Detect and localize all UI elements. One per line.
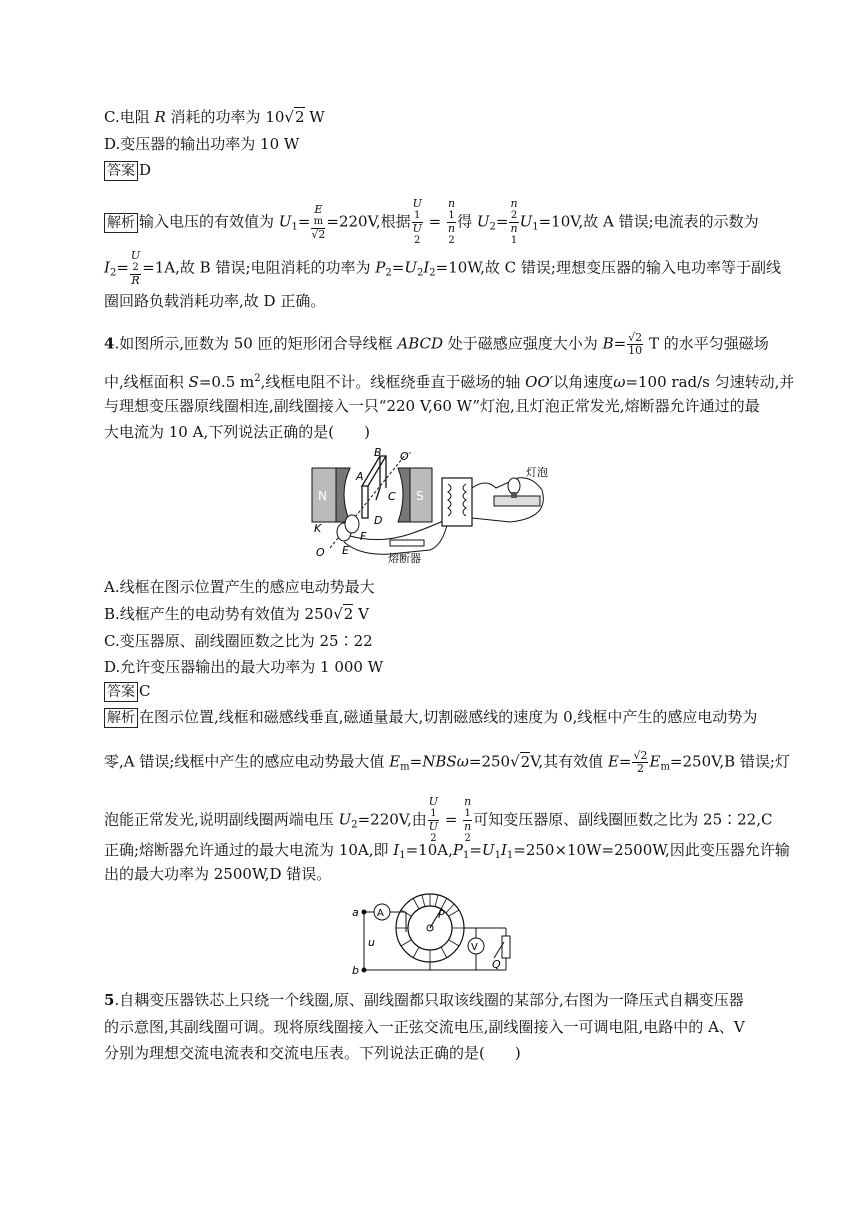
analysis-line-1-q4: 解析 在图示位置,线框和磁感线垂直,磁通量最大,切割磁感线的速度为 0,线框中产生的感应电动势为 xyxy=(104,707,757,728)
question-5-line-1: 5.自耦变压器铁芯上只绕一个线圈,原、副线圈都只取该线圈的某部分,右图为一降压式自耦变压器 xyxy=(104,991,744,1009)
analysis-line-2-q4: 零,A 错误;线框中产生的感应电动势最大值 $E_m=NBS\omega=250√2V$,其有效值 E= $\frac{√2}{2}$ $E_m=250V,B$ 错误;灯 xyxy=(104,749,790,775)
question-5-line-2: 的示意图,其副线圈可调。现将原线圈接入一正弦交流电压,副线圈接入一可调电阻,电路中的 A、V xyxy=(104,1018,745,1036)
svg-text:F: F xyxy=(360,530,367,543)
svg-text:E: E xyxy=(342,544,349,557)
svg-text:B: B xyxy=(374,448,382,459)
analysis-line-5-q4: 出的最大功率为 2500W,D 错误。 xyxy=(104,865,332,883)
answer-line-q3: 答案 D xyxy=(104,160,151,181)
question-4-line-3: 与理想变压器原线圈相连,副线圈接入一只“220 V,60 W”灯泡,且灯泡正常发光,熔断器允许通过的最 xyxy=(104,397,760,415)
svg-text:灯泡: 灯泡 xyxy=(526,466,548,479)
svg-text:O′: O′ xyxy=(400,450,412,463)
svg-text:熔断器: 熔断器 xyxy=(388,552,421,565)
svg-text:A: A xyxy=(356,470,364,483)
svg-text:b: b xyxy=(352,964,359,977)
svg-text:V: V xyxy=(471,942,478,953)
svg-text:a: a xyxy=(352,906,359,919)
question-4-option-a: A.线框在图示位置产生的感应电动势最大 xyxy=(104,578,375,596)
generator-circuit-figure xyxy=(310,448,560,568)
analysis-line-4-q4: 正确;熔断器允许通过的最大电流为 10A,即 $I_1=10A,P_1=U_1I_1=250\times 10W=2500W$,因此变压器允许输 xyxy=(104,841,790,861)
question-4-line-4: 大电流为 10 A,下列说法正确的是( ) xyxy=(104,423,370,441)
svg-text:D: D xyxy=(374,514,383,527)
svg-text:Q: Q xyxy=(492,958,501,971)
answer-tag: 答案 xyxy=(104,161,138,181)
analysis-tag: 解析 xyxy=(104,708,138,728)
option-c-prev: C.电阻 R 消耗的功率为 10√2 W xyxy=(104,108,325,126)
question-5-line-3: 分别为理想交流电流表和交流电压表。下列说法正确的是( ) xyxy=(104,1044,521,1062)
question-4-line-1: 4.如图所示,匝数为 50 匝的矩形闭合导线框 ABCD 处于磁感应强度大小为 B= $\frac{√2}{10}$ T 的水平匀强磁场 xyxy=(104,331,769,357)
svg-text:C: C xyxy=(388,490,396,503)
analysis-tag: 解析 xyxy=(104,213,138,233)
option-d-prev: D.变压器的输出功率为 10 W xyxy=(104,135,300,153)
analysis-line-2-q3: $I_2=$ U 2 R =1A,故 B 错误;电阻消耗的功率为 $P_2=U_2I_2=10W$,故 C 错误;理想变压器的输入电功率等于副线 xyxy=(104,249,781,287)
question-4-option-d: D.允许变压器输出的最大功率为 1 000 W xyxy=(104,658,384,676)
answer-tag: 答案 xyxy=(104,682,138,702)
analysis-line-3-q4: 泡能正常发光,说明副线圈两端电压 $U_2=220V$,由 U 1 U 2 = n 1 n 2 可知变压器原、副线圈匝数之比为 25∶22,C xyxy=(104,795,773,844)
question-4-option-b: B.线框产生的电动势有效值为 250√2 V xyxy=(104,605,369,623)
autotransformer-figure xyxy=(346,888,516,980)
analysis-line-3-q3: 圈回路负载消耗功率,故 D 正确。 xyxy=(104,292,326,310)
question-4-line-2: 中,线框面积 S=0.5 $m^2$,线框电阻不计。线框绕垂直于磁场的轴 OO′以角速度ω=100 rad/s 匀速转动,并 xyxy=(104,373,795,391)
svg-text:N: N xyxy=(318,489,327,503)
answer-line-q4: 答案 C xyxy=(104,681,150,702)
svg-text:P: P xyxy=(438,908,445,921)
svg-text:S: S xyxy=(416,489,424,503)
svg-text:u: u xyxy=(368,936,375,949)
question-4-option-c: C.变压器原、副线圈匝数之比为 25∶22 xyxy=(104,632,373,650)
svg-text:.: . xyxy=(358,936,362,949)
svg-text:O: O xyxy=(316,546,325,559)
svg-text:A: A xyxy=(377,908,384,919)
svg-text:K: K xyxy=(314,522,322,535)
analysis-line-1-q3: 解析 输入电压的有效值为 $U_1=$ E m √2 =220V,根据 U 1 U 2 = n 1 n 2 得 $U_2=$ n 2 n 1 $U_1=10V$,故 A 错误;电流表的示数为 xyxy=(104,198,759,247)
